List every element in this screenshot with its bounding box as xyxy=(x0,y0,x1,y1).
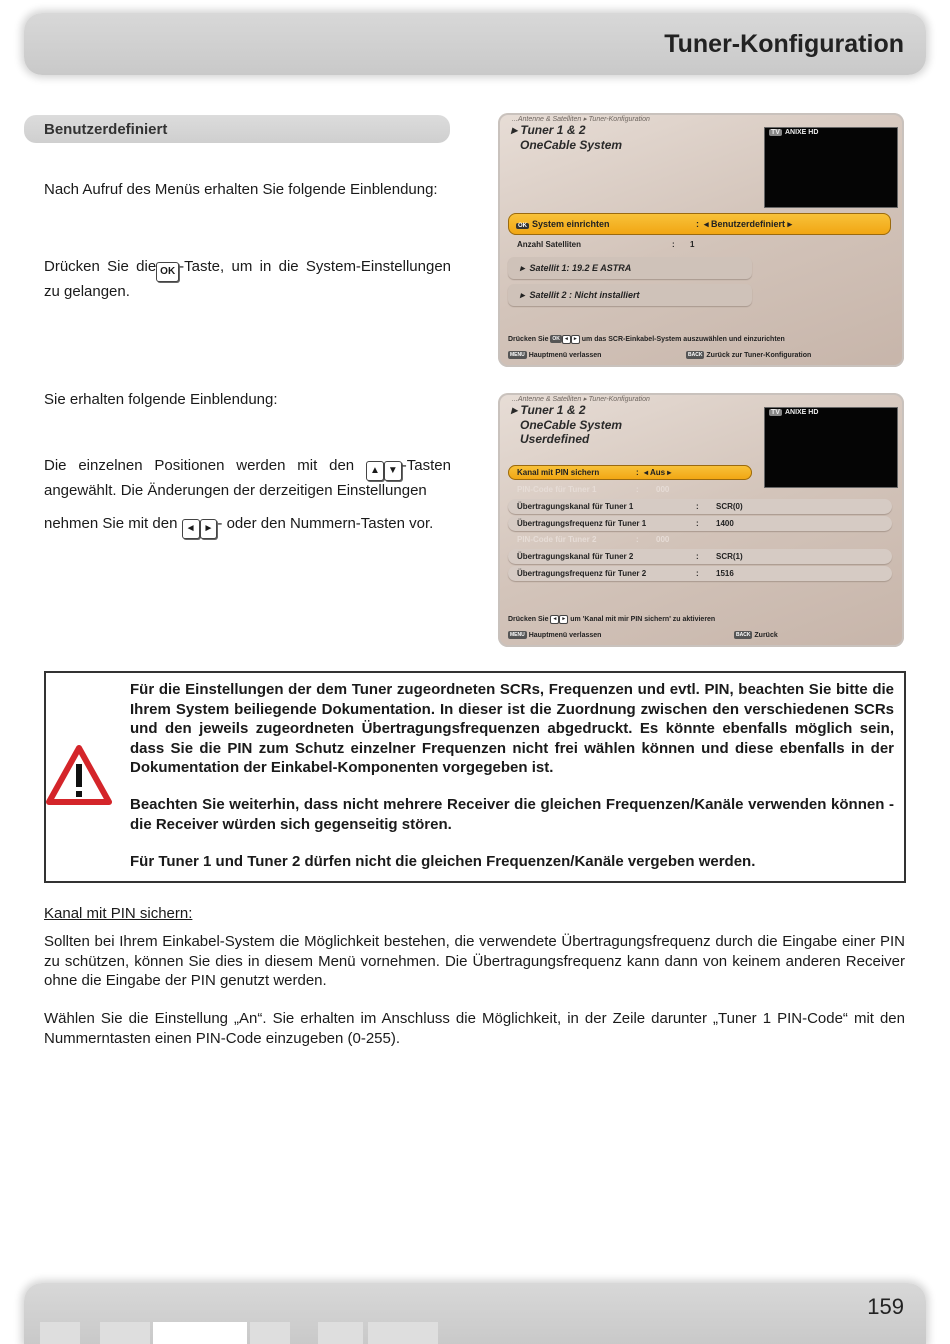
warning-paragraph-1: Für die Einstellungen der dem Tuner zugeordneten SCRs, Frequenzen und evtl. PIN, beachten Sie bitte die Ihrem System beiliegende Dokumentation. In dieser ist die Zuordnung zwischen den verschiedenen SCRs und den jeweils zugeordneten Übertragungsfrequenzen abgedruckt. Es könnte ebenfalls möglich sein, dass Sie die PIN zum Schutz einzelner Frequenzen nicht frei wählen können und diese ebenfalls in der Dokumentation der Einkabel-Komponenten vorgegeben ist. xyxy=(130,681,894,776)
footer-tab xyxy=(318,1322,363,1344)
left-arrow-key-icon: ◄ xyxy=(182,519,200,539)
pin-section-heading: Kanal mit PIN sichern: xyxy=(44,905,193,922)
screen-hint: Drücken Sie OK ◄ ► um das SCR-Einkabel-System auszuwählen und einzurichten xyxy=(508,336,785,343)
leftright-keys-paragraph xyxy=(44,514,451,539)
satellite-1-row[interactable]: ▸ Satellit 1: 19.2 E ASTRA xyxy=(508,257,752,279)
screen-heading-userdefined: Userdefined xyxy=(520,432,590,446)
tv-preview xyxy=(764,127,898,208)
ok-badge-icon: OK xyxy=(518,223,527,229)
footer-tab xyxy=(250,1322,290,1344)
arrow-text-before: Die einzelnen Positionen werden mit den xyxy=(44,457,355,474)
channel-label: TV ANIXE HD xyxy=(771,409,819,416)
back-hint: BACK Zurück xyxy=(736,632,778,639)
channel-label: TV ANIXE HD xyxy=(771,129,819,136)
pin-code-tuner1-row: PIN-Code für Tuner 1 : 000 xyxy=(517,485,670,494)
right-arrow-key-icon: ► xyxy=(200,519,218,539)
footer-tab xyxy=(368,1322,438,1344)
ok-text-after: -Taste, um in die System-Einstellungen zu gelangen. xyxy=(44,258,451,300)
up-arrow-key-icon: ▲ xyxy=(366,461,384,481)
intro-paragraph: Nach Aufruf des Menüs erhalten Sie folgende Einblendung: xyxy=(44,181,438,198)
pin-paragraph-1: Sollten bei Ihrem Einkabel-System die Möglichkeit bestehen, die verwendete Übertragungsfrequenz durch die Eingabe einer PIN zu schützen, können Sie dies in diesem Menü vornehmen. Die Übertragungsfrequenz kann dann von keinem anderen Receiver ohne die Eingabe der PIN genutzt werden. xyxy=(44,933,905,989)
system-value[interactable]: ◂ Benutzerdefiniert ▸ xyxy=(704,219,793,229)
warning-triangle-icon xyxy=(46,745,112,810)
back-hint: BACK Zurück zur Tuner-Konfiguration xyxy=(688,352,812,359)
satellite-count-row: Anzahl Satelliten : 1 xyxy=(517,240,695,249)
ok-text-before: Drücken Sie die xyxy=(44,258,157,275)
ok-key-icon: OK xyxy=(156,262,179,282)
page-number: 159 xyxy=(867,1294,904,1319)
channel-tuner1-row[interactable]: Übertragungskanal für Tuner 1 : SCR(0) xyxy=(508,499,892,514)
screen-heading-onecable: OneCable System xyxy=(520,418,623,432)
screen-heading-onecable: OneCable System xyxy=(520,138,623,152)
footer-tab-active xyxy=(153,1322,247,1344)
screen-heading-tuner: ▸ Tuner 1 & 2 xyxy=(511,123,586,137)
arrow-keys-paragraph xyxy=(44,456,451,501)
menu-hint: MENU Hauptmenü verlassen xyxy=(510,352,602,359)
satellite-2-row[interactable]: ▸ Satellit 2 : Nicht installiert xyxy=(508,284,752,306)
section-title: Benutzerdefiniert xyxy=(44,121,168,138)
down-arrow-key-icon: ▼ xyxy=(384,461,402,481)
channel-tuner2-row[interactable]: Übertragungskanal für Tuner 2 : SCR(1) xyxy=(508,549,892,564)
screenshot-tuner-config-2 xyxy=(498,393,904,647)
page-title: Tuner-Konfiguration xyxy=(664,30,904,58)
ok-key-paragraph xyxy=(44,257,451,302)
frequency-tuner1-row[interactable]: Übertragungsfrequenz für Tuner 1 : 1400 xyxy=(508,516,892,531)
screenshot-tuner-config-1 xyxy=(498,113,904,367)
pin-code-tuner2-row: PIN-Code für Tuner 2 : 000 xyxy=(517,535,670,544)
system-setup-row[interactable]: OK System einrichten : ◂ Benutzerdefiniert ▸ xyxy=(508,213,891,235)
arrow-text-after: -Tasten angewählt. Die Änderungen der derzeitigen Einstellungen xyxy=(44,457,451,499)
second-screen-paragraph: Sie erhalten folgende Einblendung: xyxy=(44,391,278,408)
pin-paragraph-2: Wählen Sie die Einstellung „An“. Sie erhalten im Anschluss die Möglichkeit, in der Zeile darunter „Tuner 1 PIN-Code“ mit den Nummerntasten einen PIN-Code einzugeben (0-255). xyxy=(44,1010,905,1047)
menu-hint: MENU Hauptmenü verlassen xyxy=(510,632,602,639)
warning-paragraph-2: Beachten Sie weiterhin, dass nicht mehrere Receiver die gleichen Frequenzen/Kanäle verwenden können - die Receiver würden sich gegenseitig stören. xyxy=(130,796,894,833)
pin-lock-row[interactable]: Kanal mit PIN sichern : ◂ Aus ▸ xyxy=(508,465,752,480)
screen-hint: Drücken Sie ◄ ► um 'Kanal mit mir PIN sichern' zu aktivieren xyxy=(508,616,716,623)
tv-icon: TV xyxy=(771,409,780,416)
tv-preview xyxy=(764,407,898,488)
footer-tab xyxy=(40,1322,80,1344)
leftright-text-before: nehmen Sie mit den xyxy=(44,515,178,532)
tv-icon: TV xyxy=(771,129,780,136)
footer-tab xyxy=(100,1322,150,1344)
breadcrumb: ...Antenne & Satelliten ▸ Tuner-Konfiguration xyxy=(512,396,650,403)
warning-paragraph-3: Für Tuner 1 und Tuner 2 dürfen nicht die gleichen Frequenzen/Kanäle vergeben werden. xyxy=(130,853,756,870)
screen-heading-tuner: ▸ Tuner 1 & 2 xyxy=(511,403,586,417)
breadcrumb: ...Antenne & Satelliten ▸ Tuner-Konfiguration xyxy=(512,116,650,123)
leftright-text-after: - oder den Nummern-Tasten vor. xyxy=(217,515,434,532)
frequency-tuner2-row[interactable]: Übertragungsfrequenz für Tuner 2 : 1516 xyxy=(508,566,892,581)
